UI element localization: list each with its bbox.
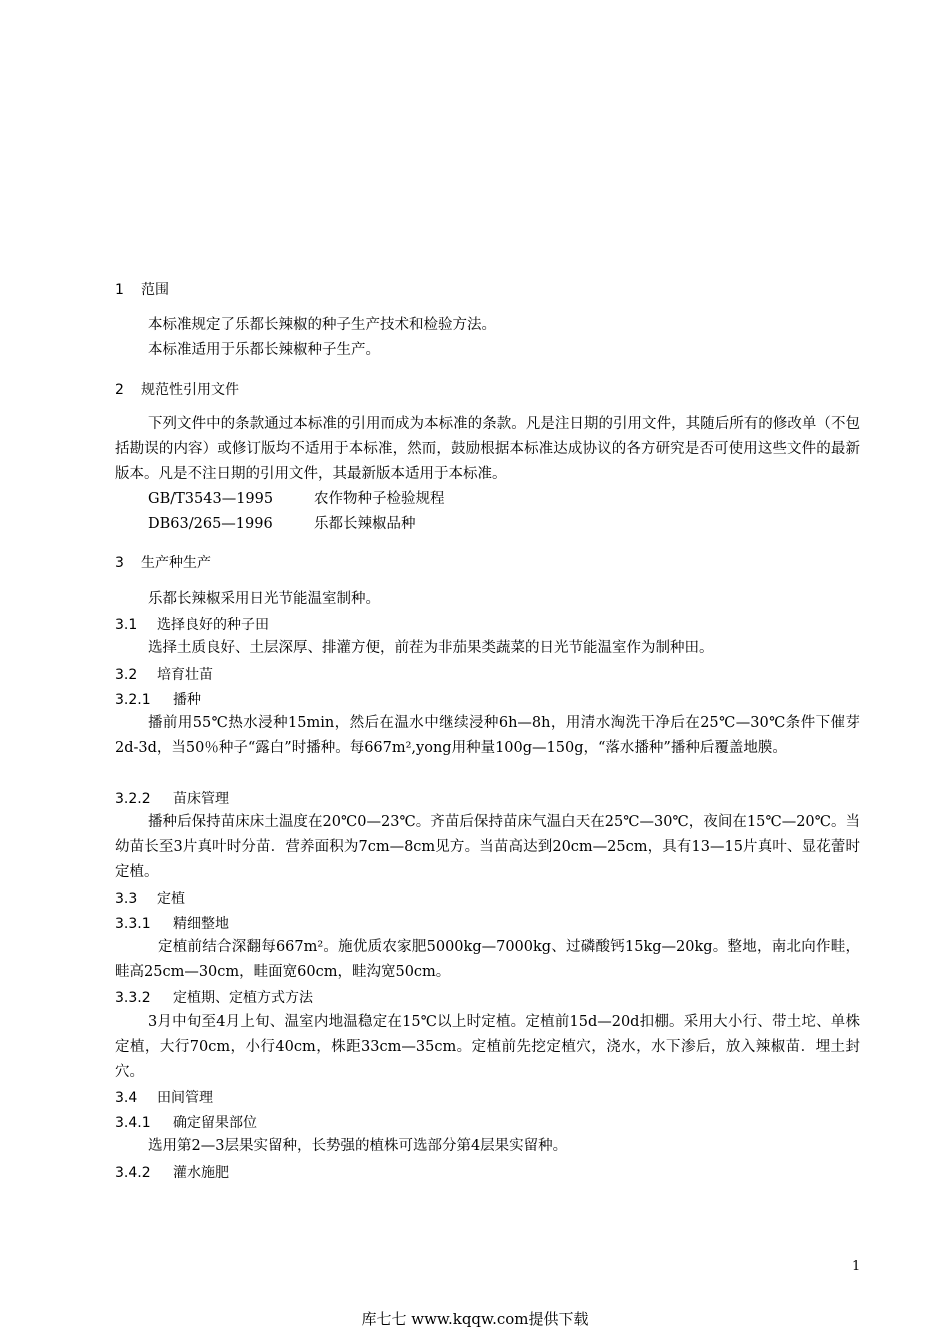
- section-title: 灌水施肥: [173, 1165, 229, 1181]
- section-number: 3.4.1: [115, 1115, 151, 1131]
- paragraph-3-3-1: 定植前结合深翻每667m²。施优质农家肥5000kg—7000kg、过磷酸钙15kg—20kg。整地，南北向作畦，畦高25cm—30cm，畦面宽60cm，畦沟宽50cm。: [115, 939, 860, 980]
- section-heading-3-4-2: [115, 1162, 229, 1182]
- section-number: 3: [115, 555, 124, 571]
- reference-code: DB63/265—1996: [148, 516, 273, 532]
- paragraph-3-1: 选择土质良好、土层深厚、排灌方便，前茬为非茄果类蔬菜的日光节能温室作为制种田。: [148, 640, 714, 656]
- section-number: 3.1: [115, 617, 138, 633]
- section-title: 田间管理: [157, 1090, 213, 1106]
- section-title: 选择良好的种子田: [157, 617, 269, 633]
- paragraph-3-3-2: 3月中旬至4月上旬、温室内地温稳定在15℃以上时定植。定植前15d—20d扣棚。采用大小行、带土坨、单株定植，大行70cm，小行40cm，株距33cm—35cm。定植前先挖定植穴，浇水，水下渗后，放入辣椒苗．埋土封穴。: [115, 1014, 860, 1080]
- paragraph-references-intro: 下列文件中的条款通过本标准的引用而成为本标准的条款。凡是注日期的引用文件，其随后所有的修改单（不包括勘误的内容）或修订版均不适用于本标准，然而，鼓励根据本标准达成协议的各方研究是否可使用这些文件的最新版本。凡是不注日期的引用文件，其最新版本适用于本标准。: [115, 416, 860, 482]
- section-heading-3-2-1: [115, 689, 201, 709]
- section-title: 生产种生产: [141, 555, 211, 571]
- reference-title: 乐都长辣椒品种: [314, 516, 416, 532]
- section-number: 3.4: [115, 1090, 138, 1106]
- section-title: 苗床管理: [173, 791, 229, 807]
- section-heading-3-4-1: [115, 1112, 257, 1132]
- section-number: 3.3.1: [115, 916, 151, 932]
- section-title: 定植: [157, 891, 185, 907]
- section-heading-3-3-1: [115, 913, 229, 933]
- section-number: 3.2.1: [115, 692, 151, 708]
- section-number: 3.3: [115, 891, 138, 907]
- section-number: 3.4.2: [115, 1165, 151, 1181]
- section-title: 确定留果部位: [173, 1115, 257, 1131]
- section-title: 播种: [173, 692, 201, 708]
- reference-code: GB/T3543—1995: [148, 491, 274, 507]
- section-heading-3-3: [115, 888, 185, 908]
- reference-title: 农作物种子检验规程: [314, 491, 445, 507]
- section-title: 定植期、定植方式方法: [173, 990, 313, 1006]
- section-heading-3-2-2: [115, 788, 229, 808]
- paragraph-scope-2: 本标准适用于乐都长辣椒种子生产。: [148, 342, 380, 358]
- section-heading-3-2: [115, 664, 213, 684]
- section-heading-3-3-2: [115, 987, 313, 1007]
- paragraph-scope-1: 本标准规定了乐都长辣椒的种子生产技术和检验方法。: [148, 317, 496, 333]
- section-title: 规范性引用文件: [141, 382, 239, 398]
- section-heading-2: [115, 379, 239, 399]
- paragraph-3-2-2: 播种后保持苗床床土温度在20℃0—23℃。齐苗后保持苗床气温白天在25℃—30℃，夜间在15℃—20℃。当幼苗长至3片真叶时分苗．营养面积为7cm—8cm见方。当苗高达到20cm—25cm，具有13—15片真叶、显花蕾时定植。: [115, 814, 860, 880]
- section-title: 精细整地: [173, 916, 229, 932]
- section-title: 培育壮苗: [157, 667, 213, 683]
- page-number: 1: [852, 1259, 861, 1274]
- section-heading-3: [115, 552, 211, 572]
- section-heading-3-1: [115, 614, 269, 634]
- paragraph-production-intro: 乐都长辣椒采用日光节能温室制种。: [148, 591, 380, 607]
- section-title: 范围: [141, 282, 169, 298]
- reference-row: [148, 487, 445, 508]
- section-number: 2: [115, 382, 124, 398]
- section-heading-3-4: [115, 1087, 213, 1107]
- footer-download-note: 库七七 www.kqqw.com提供下载: [361, 1310, 589, 1328]
- paragraph-3-4-1: 选用第2—3层果实留种，长势强的植株可选部分第4层果实留种。: [148, 1138, 568, 1154]
- section-number: 3.3.2: [115, 990, 151, 1006]
- section-number: 3.2.2: [115, 791, 151, 807]
- reference-row: [148, 512, 416, 533]
- section-number: 3.2: [115, 667, 138, 683]
- section-heading-1: [115, 279, 169, 299]
- paragraph-3-2-1: 播前用55℃热水浸种15min，然后在温水中继续浸种6h—8h，用清水淘洗干净后在25℃—30℃条件下催芽2d-3d，当50％种子“露白”时播种。每667m²,yong用种量100g—150g，“落水播种”播种后覆盖地膜。: [115, 715, 860, 756]
- section-number: 1: [115, 282, 124, 298]
